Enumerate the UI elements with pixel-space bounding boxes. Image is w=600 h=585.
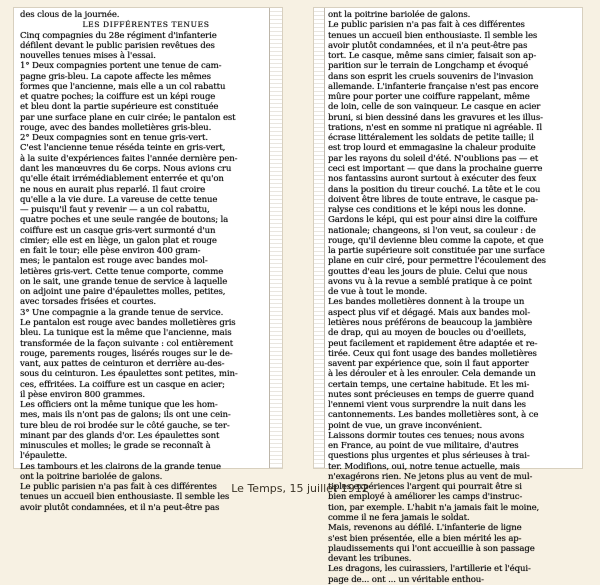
text-line: bien employé à améliorer les camps d'instruc- bbox=[328, 492, 523, 503]
text-line: coiffure est un casque gris-vert surmonté d'un bbox=[20, 225, 216, 236]
text-line: aspect plus vif et dégagé. Mais aux bandes mol- bbox=[328, 307, 530, 318]
text-line: C'est l'ancienne tenue réséda teinte en gris-vert, bbox=[20, 143, 226, 154]
text-line: avec torsades frisées et courtes. bbox=[20, 297, 156, 308]
text-line: ter. Modifions, oui, notre tenue actuelle, mais bbox=[328, 461, 520, 472]
text-line: Les tambours et les clairons de la grande tenue bbox=[20, 461, 221, 472]
text-line: questions plus urgentes et plus sérieuses à trai- bbox=[328, 451, 530, 462]
text-line: de loin, celle de son vainqueur. Le casque en acier bbox=[328, 102, 541, 113]
text-line: Mais, revenons au défilé. L'infanterie de ligne bbox=[328, 523, 522, 534]
text-line: qu'elle a la vie dure. La vareuse de cette tenue bbox=[20, 194, 218, 205]
text-line: mûre pour porter une coiffure rappelant, même bbox=[328, 92, 530, 103]
text-line: tenues un accueil bien enthousiaste. Il semble les bbox=[328, 30, 538, 41]
left-clipping bbox=[14, 8, 282, 513]
text-line: doivent être libres de toute entrave, le casque pa- bbox=[328, 194, 538, 205]
text-line: et quatre poches; la coiffure est un képi rouge bbox=[20, 92, 216, 103]
text-line: ralyse ces conditions et le képi nous les donne. bbox=[328, 205, 526, 216]
text-line: avons vu à la revue a semblé pratique à ce point bbox=[328, 276, 532, 287]
text-line: ces, effritées. La coiffure est un casque en acier; bbox=[20, 379, 225, 390]
text-line: à les dérouler et à les enrouler. Cela demande un bbox=[328, 369, 536, 380]
caption: Le Temps, 15 juillet 1912 bbox=[231, 482, 369, 495]
text-line: nationale; changeons, si l'on veut, sa couleur : de bbox=[328, 225, 536, 236]
text-line: avoir plutôt condamnées, et il n'a peut-être pas bbox=[20, 502, 220, 513]
text-line: tirée. Ceux qui font usage des bandes molletières bbox=[328, 348, 537, 359]
text-line: minuscules et molles; le grade se reconnaît à bbox=[20, 441, 211, 452]
text-line: Cinq compagnies du 28e régiment d'infanterie bbox=[20, 30, 217, 41]
text-line: en France, au point de vue militaire, d'autres bbox=[328, 441, 519, 452]
text-line: plane en cuir ciré, pour permettre l'écoulement des bbox=[328, 256, 546, 267]
text-line: Laissons dormir toutes ces tenues; nous avons bbox=[328, 430, 525, 441]
text-line: est trop lourd et emmagasine la chaleur produite bbox=[328, 143, 536, 154]
text-line: on adjoint une paire d'épaulettes molles, petites, bbox=[20, 287, 226, 298]
right-clipping bbox=[314, 8, 582, 585]
text-line: peut facilement et rapidement être adaptée et re- bbox=[328, 338, 538, 349]
text-line: rouge, parements rouges, lisérés rouges sur le de- bbox=[20, 348, 233, 359]
right-column-text bbox=[328, 10, 574, 585]
text-line: des clous de la journée. bbox=[20, 10, 120, 20]
text-line: allemande. L'infanterie française n'est pas encore bbox=[328, 81, 539, 92]
text-line: comme il ne fera jamais le soldat. bbox=[328, 513, 470, 524]
text-line: Les officiers ont la même tunique que les hom- bbox=[20, 400, 218, 411]
text-line: sous du ceinturon. Les épaulettes sont petites, min- bbox=[20, 369, 238, 380]
text-line: ne nous en aurait plus reparlé. Il faut croire bbox=[20, 184, 206, 195]
text-line: par les rayons du soleil d'été. N'oublions pas — et bbox=[328, 153, 539, 164]
text-line: bleu. La tunique est la même que l'ancienne, mais bbox=[20, 328, 232, 339]
text-line: tiples expériences l'argent qui pourrait être si bbox=[328, 482, 522, 493]
text-line: tenues un accueil bien enthousiaste. Il semble les bbox=[20, 492, 230, 503]
text-line: pagne gris-bleu. La capote affecte les mêmes bbox=[20, 71, 211, 82]
text-line: nutes sont précieuses en temps de guerre quand bbox=[328, 389, 535, 400]
text-line: on le sait, une grande tenue de service à laquelle bbox=[20, 276, 228, 287]
text-line: Les dragons, les cuirassiers, l'artillerie et l'équi- bbox=[328, 564, 531, 575]
text-line: plaudissements qui l'ont accueillie à son passage bbox=[328, 543, 535, 554]
text-line: l'ennemi vient vous surprendre la nuit dans les bbox=[328, 400, 526, 411]
text-line: gouttes d'eau les jours de pluie. Celui que nous bbox=[328, 266, 528, 277]
text-line: rouge, qu'il devienne bleu comme la capote, et que bbox=[328, 235, 544, 246]
left-clipping-edge bbox=[269, 8, 282, 468]
text-line: dans son esprit les cruels souvenirs de l'invasion bbox=[328, 71, 534, 82]
text-line: Gardons le képi, qui est pour ainsi dire la coiffure bbox=[328, 215, 538, 226]
text-line: Le public parisien n'a pas fait à ces différentes bbox=[20, 482, 217, 493]
text-line: Les bandes molletières donnent à la troupe un bbox=[328, 297, 525, 308]
text-line: cimier; elle est en liège, un galon plat et rouge bbox=[20, 235, 217, 246]
text-line: Le pantalon est rouge avec bandes molletières gris bbox=[20, 317, 236, 328]
text-line: vant, aux pattes de ceinturon et derrière au-des- bbox=[20, 359, 225, 370]
text-line: écrase littéralement les soldats de petite taille; il bbox=[328, 133, 534, 144]
text-line: LES DIFFÉRENTES TENUES bbox=[82, 20, 210, 30]
text-line: Le public parisien n'a pas fait à ces différentes bbox=[328, 20, 525, 31]
text-line: devant les tribunes. bbox=[328, 554, 412, 565]
text-line: et bleu dont la partie supérieure est constituée bbox=[20, 102, 219, 113]
text-line: tion, par exemple. L'habit n'a jamais fait le moine, bbox=[328, 502, 540, 513]
text-line: — puisqu'il faut y revenir — a un col rabattu, bbox=[20, 205, 210, 216]
text-line: formes que l'ancienne, mais elle a un col rabattu bbox=[20, 81, 226, 92]
right-clipping-edge bbox=[314, 8, 325, 468]
text-line: ont la poitrine bariolée de galons. bbox=[328, 10, 471, 20]
text-line: letières nous préférons de beaucoup la jambière bbox=[328, 317, 533, 328]
text-line: cantonnements. Les bandes molletières sont, à ce bbox=[328, 410, 539, 421]
text-line: il pèse environ 800 grammes. bbox=[20, 389, 146, 400]
text-line: avoir plutôt condamnées, et il n'a peut-être pas bbox=[328, 40, 528, 51]
text-line: de vue à tout le monde. bbox=[328, 287, 428, 298]
text-line: transformée de la façon suivante : col entièrement bbox=[20, 338, 234, 349]
text-line: défilent devant le public parisien revêtues des bbox=[20, 40, 215, 51]
text-line: page de... ont ... un véritable enthou- bbox=[328, 574, 484, 585]
text-line: savent par expérience que, soin il faut apporter bbox=[328, 359, 529, 370]
text-line: tort. Le casque, même sans cimier, faisait son ap- bbox=[328, 51, 537, 62]
text-line: dans la position du tireur couché. La tête et le cou bbox=[328, 184, 541, 195]
text-line: 3° Une compagnie a la grande tenue de service. bbox=[20, 307, 224, 318]
text-line: minant par des glands d'or. Les épaulettes sont bbox=[20, 430, 220, 441]
text-line: par une surface plane en cuir cirée; le pantalon est bbox=[20, 112, 236, 123]
text-line: à la suite d'expériences faites l'année dernière pen- bbox=[20, 153, 238, 164]
text-line: la partie supérieure soit constituée par une surface bbox=[328, 246, 545, 257]
text-line: ceci est important — que dans la prochaine guerre bbox=[328, 163, 543, 174]
text-line: bruni, si bien dessiné dans les gravures et les illus- bbox=[328, 112, 543, 123]
text-line: l'épaulette. bbox=[20, 451, 68, 462]
left-column-text bbox=[20, 10, 272, 513]
text-line: de drap, qui au moyen de boucles ou d'oeillets, bbox=[328, 328, 527, 339]
text-line: point de vue, un grave inconvénient. bbox=[328, 420, 483, 431]
text-line: ture bleu de roi brodée sur le côté gauche, se ter- bbox=[20, 420, 230, 431]
text-line: 2° Deux compagnies sont en tenue gris-vert. bbox=[20, 133, 208, 144]
text-line: trations, n'est en somme ni pratique ni agréable. Il bbox=[328, 122, 543, 133]
text-line: quatre poches et une seule rangée de boutons; la bbox=[20, 215, 229, 226]
text-line: n'exagérons rien. Ne jetons plus au vent de mul- bbox=[328, 471, 533, 482]
text-line: parition sur le terrain de Longchamp et évoqué bbox=[328, 61, 529, 72]
text-line: mes; le pantalon est rouge avec bandes mol- bbox=[20, 256, 208, 267]
text-line: en fait le tour; elle pèse environ 400 gram- bbox=[20, 246, 201, 257]
text-line: s'est bien présentée, elle a bien mérité les ap- bbox=[328, 533, 522, 544]
text-line: ont la poitrine bariolée de galons. bbox=[20, 471, 163, 482]
text-line: nos fantassins auront surtout à exécuter des feux bbox=[328, 174, 537, 185]
text-line: qu'elle était irrémédiablement enterrée et qu'on bbox=[20, 174, 224, 185]
text-line: mes, mais ils n'ont pas de galons; ils ont une cein- bbox=[20, 410, 231, 421]
text-line: certain temps, une certaine habitude. Et les mi- bbox=[328, 379, 530, 390]
text-line: rouge, avec des bandes molletières gris-bleu. bbox=[20, 122, 212, 133]
text-line: dant les manœuvres du 6e corps. Nous avions cru bbox=[20, 163, 232, 174]
text-line: nouvelles tenues mises à l'essai. bbox=[20, 51, 156, 62]
text-line: 1° Deux compagnies portent une tenue de cam- bbox=[20, 61, 222, 72]
text-line: letières gris-vert. Cette tenue comporte, comme bbox=[20, 266, 224, 277]
